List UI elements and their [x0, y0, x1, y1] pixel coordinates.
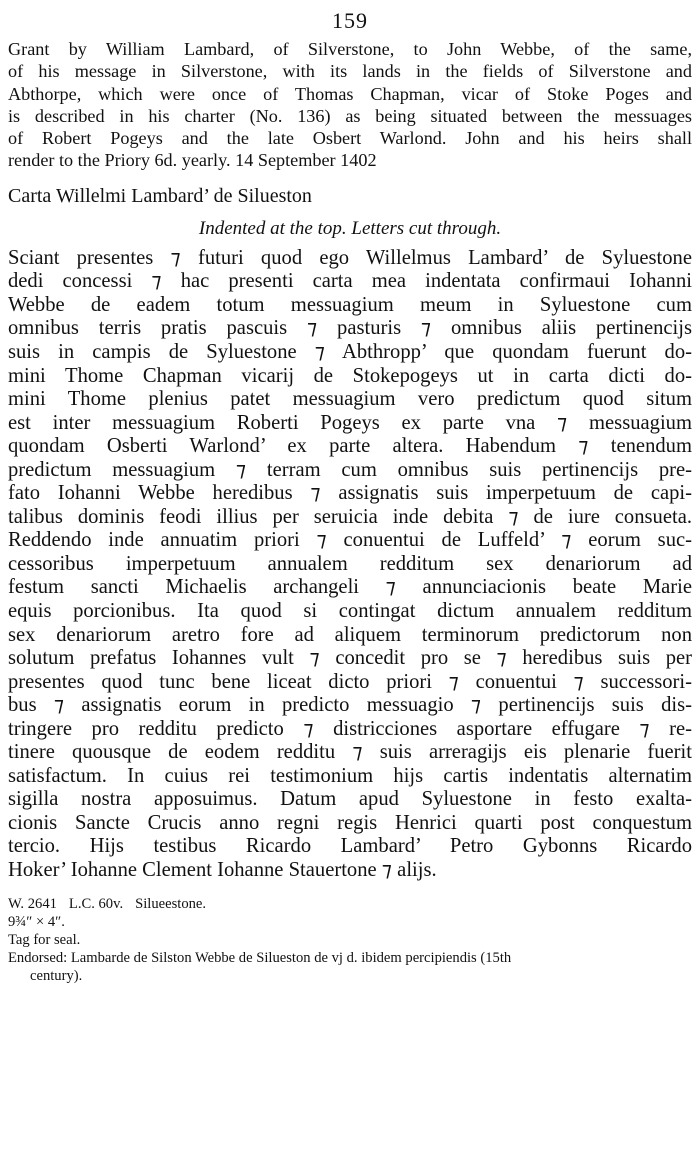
- endorsed-text: Lambarde de Silston Webbe de Silueston de vj d. ibidem percipiendis (15th: [70, 949, 512, 966]
- charter-line: dedi concessi ⁊ hac presenti carta mea indentata confirmaui Iohanni: [8, 270, 692, 293]
- charter-line: Reddendo inde annuatim priori ⁊ conuentui de Luffeld’ ⁊ eorum suc-: [8, 529, 692, 552]
- reference-number: W. 2641: [8, 895, 57, 912]
- document-page: [8, 8, 692, 985]
- summary-line: Abthorpe, which were once of Thomas Chapman, vicar of Stoke Poges and: [8, 83, 692, 104]
- charter-line: tercio. Hijs testibus Ricardo Lambard’ Petro Gybonns Ricardo: [8, 835, 692, 858]
- dimensions-line: 9¾″ × 4″.: [8, 913, 65, 930]
- summary-line: render to the Priory 6d. yearly. 14 September 1402: [8, 150, 377, 171]
- charter-line: bus ⁊ assignatis eorum in predicto messuagio ⁊ pertinencijs suis dis-: [8, 694, 692, 717]
- charter-line: satisfactum. In cuius rei testimonium hijs cartis indentatis alternatim: [8, 764, 692, 787]
- charter-line: sex denariorum aretro fore ad aliquem terminorum predictorum non: [8, 623, 692, 646]
- charter-line: Webbe de eadem totum messuagium meum in Syluestone cum: [8, 293, 692, 316]
- charter-line: cessoribus imperpetuum annualem redditum sex denariorum ad: [8, 552, 692, 575]
- charter-line: quondam Osberti Warlond’ ex parte altera. Habendum ⁊ tenendum: [8, 435, 692, 458]
- charter-line: sigilla nostra apposuimus. Datum apud Syluestone in festo exalta-: [8, 788, 692, 811]
- summary-line: of Robert Pogeys and the late Osbert Warlond. John and his heirs shall: [8, 128, 692, 149]
- seal-line: Tag for seal.: [8, 931, 81, 948]
- english-summary: [8, 38, 692, 172]
- charter-line: solutum prefatus Iohannes vult ⁊ concedit pro se ⁊ heredibus suis per: [8, 647, 692, 670]
- endorsed-line: [8, 949, 692, 967]
- endorsed-continuation: century).: [30, 967, 83, 984]
- endorsed-label: Endorsed:: [8, 949, 68, 966]
- charter-line: mini Thome plenius patet messuagium vero predictum quod situm: [8, 388, 692, 411]
- summary-line: is described in his charter (No. 136) as being situated between the messuages: [8, 105, 692, 126]
- charter-line: festum sancti Michaelis archangeli ⁊ annunciacionis beate Marie: [8, 576, 692, 599]
- reference-line: [8, 895, 692, 913]
- charter-line: equis porcionibus. Ita quod si contingat dictum annualem redditum: [8, 599, 692, 622]
- charter-line: est inter messuagium Roberti Pogeys ex parte vna ⁊ messuagium: [8, 411, 692, 434]
- charter-line: suis in campis de Syluestone ⁊ Abthropp’ que quondam fuerunt do-: [8, 340, 692, 363]
- lc-reference: L.C. 60v.: [68, 895, 124, 912]
- charter-line: mini Thome Chapman vicarij de Stokepogeys ut in carta dicti do-: [8, 364, 692, 387]
- place-name: Silueestone.: [135, 895, 207, 912]
- page-number: 159: [332, 8, 368, 33]
- charter-line: Sciant presentes ⁊ futuri quod ego Willelmus Lambard’ de Syluestone: [8, 246, 692, 269]
- charter-line: tringere pro redditu predicto ⁊ districciones asportare effugare ⁊ re-: [8, 717, 692, 740]
- charter-line: omnibus terris pratis pascuis ⁊ pasturis ⁊ omnibus aliis pertinencijs: [8, 317, 692, 340]
- charter-line: fato Iohanni Webbe heredibus ⁊ assignatis suis imperpetuum de capi-: [8, 482, 692, 505]
- archival-notes: [8, 895, 692, 985]
- charter-title: Carta Willelmi Lambard’ de Silueston: [8, 184, 312, 207]
- charter-text: [8, 247, 692, 883]
- charter-line: tinere quousque de eodem redditu ⁊ suis arreragijs eis plenarie fuerit: [8, 741, 692, 764]
- charter-line: predictum messuagium ⁊ terram cum omnibus suis pertinencijs pre-: [8, 458, 692, 481]
- charter-line: presentes quod tunc bene liceat dicto priori ⁊ conuentui ⁊ successori-: [8, 670, 692, 693]
- summary-line: Grant by William Lambard, of Silverstone, to John Webbe, of the same,: [8, 39, 692, 59]
- charter-line: cionis Sancte Crucis anno regni regis Henrici quarti post conquestum: [8, 811, 692, 834]
- summary-line: of his message in Silverstone, with its lands in the fields of Silverstone and: [8, 61, 692, 82]
- charter-line: talibus dominis feodi illius per seruicia inde debita ⁊ de iure consueta.: [8, 505, 692, 528]
- charter-subtitle: Indented at the top. Letters cut through.: [198, 217, 502, 239]
- charter-line: Hoker’ Iohanne Clement Iohanne Stauertone ⁊ alijs.: [8, 859, 437, 881]
